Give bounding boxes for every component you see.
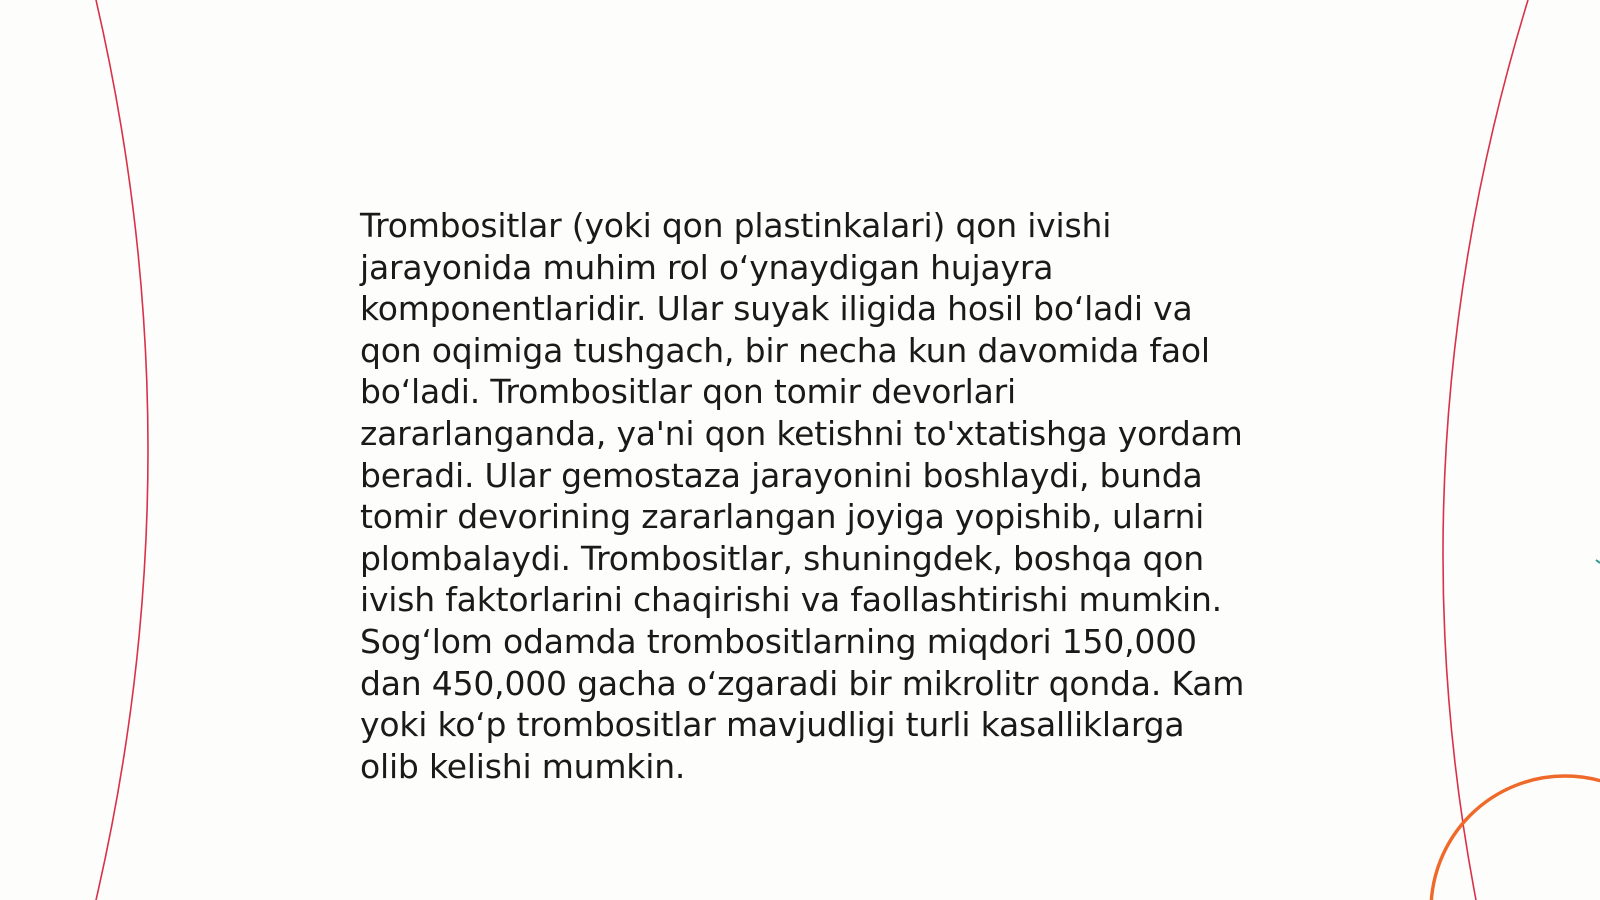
paragraph-line: jarayonida muhim rol o‘ynaydigan hujayra: [360, 247, 1054, 287]
paragraph-line: Trombositlar (yoki qon plastinkalari) qon ivishi: [360, 206, 1112, 245]
paragraph-line: zararlanganda, ya'ni qon ketishni to'xtatishga yordam: [360, 413, 1243, 453]
body-paragraph: [360, 205, 1260, 787]
paragraph-line: yoki ko‘p trombositlar mavjudligi turli kasalliklarga: [360, 705, 1185, 745]
paragraph-line: plombalaydi. Trombositlar, shuningdek, boshqa qon: [360, 538, 1204, 578]
teal-mark-decoration: [1596, 560, 1600, 563]
paragraph-line: komponentlaridir. Ular suyak iligida hosil bo‘ladi va: [360, 289, 1193, 329]
paragraph-line: Sog‘lom odamda trombositlarning miqdori 150,000: [360, 621, 1197, 661]
orange-circle-decoration: [1431, 776, 1600, 900]
paragraph-line: bo‘ladi. Trombositlar qon tomir devorlari: [360, 372, 1016, 412]
paragraph-line: beradi. Ular gemostaza jarayonini boshlaydi, bunda: [360, 455, 1203, 495]
paragraph-line: qon oqimiga tushgach, bir necha kun davomida faol: [360, 330, 1210, 370]
paragraph-line: ivish faktorlarini chaqirishi va faollashtirishi mumkin.: [360, 580, 1222, 620]
paragraph-line: tomir devorining zararlangan joyiga yopishib, ularni: [360, 497, 1205, 537]
paragraph-line: dan 450,000 gacha o‘zgaradi bir mikrolitr qonda. Kam: [360, 663, 1245, 703]
right-arc-decoration: [1443, 0, 1528, 900]
left-arc-decoration: [96, 0, 148, 900]
paragraph-line: olib kelishi mumkin.: [360, 746, 686, 786]
